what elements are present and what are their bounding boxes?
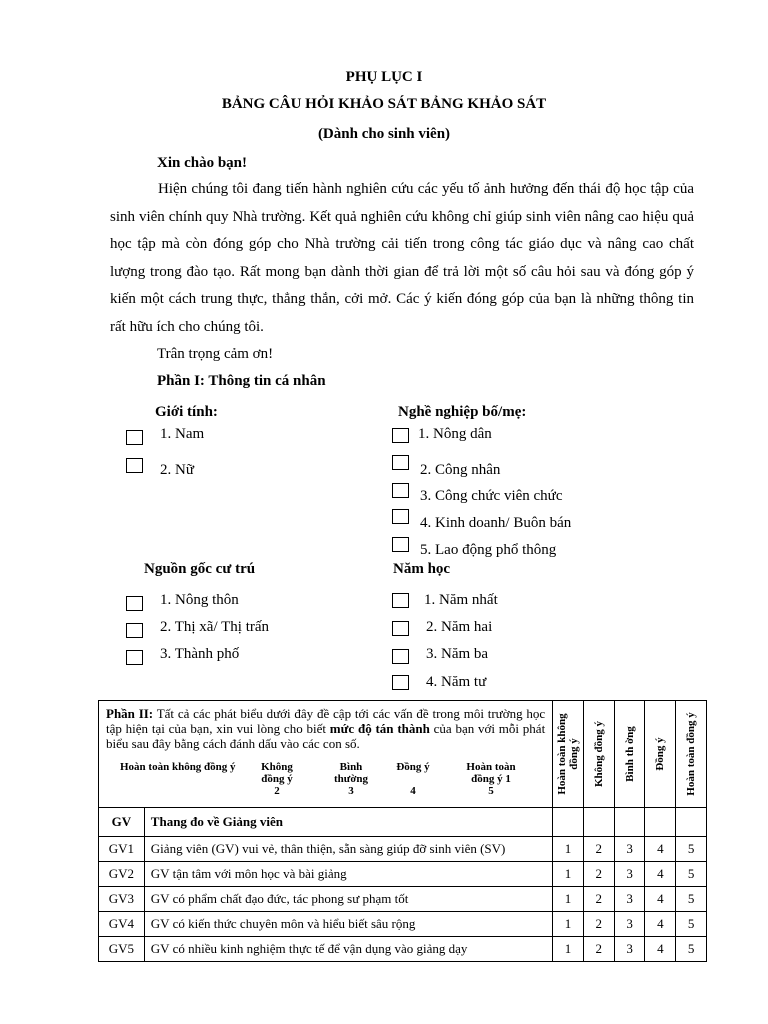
greeting: Xin chào bạn!	[157, 155, 248, 171]
gender-checkbox-female[interactable]	[126, 458, 143, 473]
study-year-checkbox-1[interactable]	[392, 593, 409, 608]
score-5[interactable]: 5	[676, 887, 707, 912]
score-1[interactable]: 1	[553, 862, 584, 887]
col-header-disagree: Không đồng ý	[583, 701, 614, 808]
study-year-label: Năm học	[393, 561, 451, 577]
gender-label: Giới tính:	[155, 404, 218, 420]
row-statement: GV có kiến thức chuyên môn và hiểu biết sâu rộng	[144, 912, 552, 937]
part2-emphasis: mức độ tán thành	[329, 721, 430, 736]
parent-job-option-5: 5. Lao động phổ thông	[420, 542, 557, 558]
part2-text-after: của bạn với mỗi phát biểu sau đây bằng cách đánh dấu vào các con số.	[106, 721, 546, 751]
score-1[interactable]: 1	[553, 937, 584, 962]
score-4[interactable]: 4	[645, 837, 676, 862]
table-header-row	[99, 701, 707, 808]
score-3[interactable]: 3	[614, 837, 645, 862]
gender-checkbox-male[interactable]	[126, 430, 143, 445]
intro-paragraph: Hiện chúng tôi đang tiến hành nghiên cứu các yếu tố ảnh hưởng đến thái độ học tập của sinh viên chính quy Nhà trường. Kết quả nghiên cứu không chỉ giúp sinh viên nâng cao hiệu quả học tập mà còn đóng góp cho Nhà trường cải tiến trong công tác giáo dục và nâng cao chất lượng trong đào tạo. Rất mong bạn dành thời gian để trả lời một số câu hỏi sau và đóng góp ý kiến một cách trung thực, thẳng thắn, cởi mở. Các ý kiến đóng góp của bạn là những thông tin rất hữu ích cho chúng tôi.	[110, 181, 694, 335]
residence-option-2: 2. Thị xã/ Thị trấn	[160, 619, 270, 635]
survey-table	[98, 700, 707, 962]
score-5[interactable]: 5	[676, 862, 707, 887]
study-year-option-2: 2. Năm hai	[426, 619, 493, 635]
score-3[interactable]: 3	[614, 937, 645, 962]
score-5[interactable]: 5	[676, 837, 707, 862]
parent-job-option-3: 3. Công chức viên chức	[420, 488, 563, 504]
score-3[interactable]: 3	[614, 912, 645, 937]
parent-job-checkbox-4[interactable]	[392, 509, 409, 524]
study-year-option-3: 3. Năm ba	[426, 646, 489, 662]
residence-checkbox-1[interactable]	[126, 596, 143, 611]
residence-label: Nguồn gốc cư trú	[144, 561, 256, 577]
score-2[interactable]: 2	[583, 862, 614, 887]
scale-5-number: 5	[488, 785, 494, 797]
row-code: GV4	[99, 912, 145, 937]
part2-label: Phần II:	[106, 706, 154, 721]
subtitle: (Dành cho sinh viên)	[317, 126, 451, 142]
parent-job-checkbox-2[interactable]	[392, 455, 409, 470]
score-4[interactable]: 4	[645, 862, 676, 887]
scale-5-label: Hoàn toàn đồng ý 1	[466, 761, 516, 785]
section-title: Thang đo về Giảng viên	[144, 808, 552, 837]
gender-option-male: 1. Nam	[160, 426, 205, 442]
score-2[interactable]: 2	[583, 937, 614, 962]
row-statement: Giảng viên (GV) vui vẻ, thân thiện, sẵn sàng giúp đỡ sinh viên (SV)	[144, 837, 552, 862]
closing: Trân trọng cảm ơn!	[157, 346, 274, 362]
residence-option-3: 3. Thành phố	[160, 646, 240, 662]
row-statement: GV tận tâm với môn học và bài giảng	[144, 862, 552, 887]
parent-job-checkbox-5[interactable]	[392, 537, 409, 552]
parent-job-option-1: 1. Nông dân	[418, 426, 492, 442]
table-row	[99, 862, 707, 887]
scale-4-number: 4	[410, 785, 416, 797]
score-2[interactable]: 2	[583, 887, 614, 912]
col-header-agree: Đồng ý	[645, 701, 676, 808]
section-code: GV	[99, 808, 145, 837]
row-statement: GV có phẩm chất đạo đức, tác phong sư phạm tốt	[144, 887, 552, 912]
score-4[interactable]: 4	[645, 912, 676, 937]
row-code: GV1	[99, 837, 145, 862]
col-header-strongly-disagree: Hoàn toàn không đồng ý	[553, 701, 584, 808]
parent-job-option-4: 4. Kinh doanh/ Buôn bán	[420, 515, 572, 531]
study-year-option-1: 1. Năm nhất	[424, 592, 498, 608]
score-1[interactable]: 1	[553, 887, 584, 912]
score-1[interactable]: 1	[553, 912, 584, 937]
table-row	[99, 837, 707, 862]
scale-3-number: 3	[348, 785, 354, 797]
score-5[interactable]: 5	[676, 912, 707, 937]
score-1[interactable]: 1	[553, 837, 584, 862]
score-3[interactable]: 3	[614, 887, 645, 912]
residence-checkbox-3[interactable]	[126, 650, 143, 665]
parent-job-label: Nghề nghiệp bố/mẹ:	[398, 404, 527, 420]
parent-job-checkbox-3[interactable]	[392, 483, 409, 498]
parent-job-option-2: 2. Công nhân	[420, 462, 501, 478]
col-header-strongly-agree: Hoàn toàn đồng ý	[676, 701, 707, 808]
part2-text-before: Tất cả các phát biểu dưới đây đề cập tới các vấn đề trong môi trường học tập hiện tại của bạn, xin vui lòng cho biết	[106, 706, 546, 736]
rating-scale-legend	[106, 761, 545, 803]
study-year-checkbox-4[interactable]	[392, 675, 409, 690]
part2-intro	[106, 706, 545, 751]
scale-1-label: Hoàn toàn không đồng ý	[120, 761, 236, 773]
scale-2-number: 2	[274, 785, 280, 797]
score-2[interactable]: 2	[583, 912, 614, 937]
score-4[interactable]: 4	[645, 887, 676, 912]
scale-4-label: Đồng ý	[396, 761, 430, 773]
row-code: GV3	[99, 887, 145, 912]
score-3[interactable]: 3	[614, 862, 645, 887]
study-year-option-4: 4. Năm tư	[426, 674, 487, 690]
table-row	[99, 887, 707, 912]
section-row	[99, 808, 707, 837]
study-year-checkbox-2[interactable]	[392, 621, 409, 636]
main-title: BẢNG CÂU HỎI KHẢO SÁT BẢNG KHẢO SÁT	[221, 96, 547, 112]
residence-option-1: 1. Nông thôn	[160, 592, 239, 608]
row-code: GV2	[99, 862, 145, 887]
score-4[interactable]: 4	[645, 937, 676, 962]
residence-checkbox-2[interactable]	[126, 623, 143, 638]
table-row	[99, 937, 707, 962]
scale-3-label: Bình thường	[333, 761, 369, 785]
appendix-title: PHỤ LỤC I	[345, 69, 423, 85]
scale-2-label: Không đồng ý	[261, 761, 293, 785]
parent-job-checkbox-1[interactable]	[392, 428, 409, 443]
gender-option-female: 2. Nữ	[160, 462, 194, 478]
score-2[interactable]: 2	[583, 837, 614, 862]
row-code: GV5	[99, 937, 145, 962]
col-header-neutral: Bình th ờng	[614, 701, 645, 808]
part2-intro-cell	[99, 701, 553, 808]
row-statement: GV có nhiều kinh nghiệm thực tế để vận dụng vào giảng dạy	[144, 937, 552, 962]
table-row	[99, 912, 707, 937]
part1-title: Phần I: Thông tin cá nhân	[157, 373, 326, 389]
score-5[interactable]: 5	[676, 937, 707, 962]
study-year-checkbox-3[interactable]	[392, 649, 409, 664]
